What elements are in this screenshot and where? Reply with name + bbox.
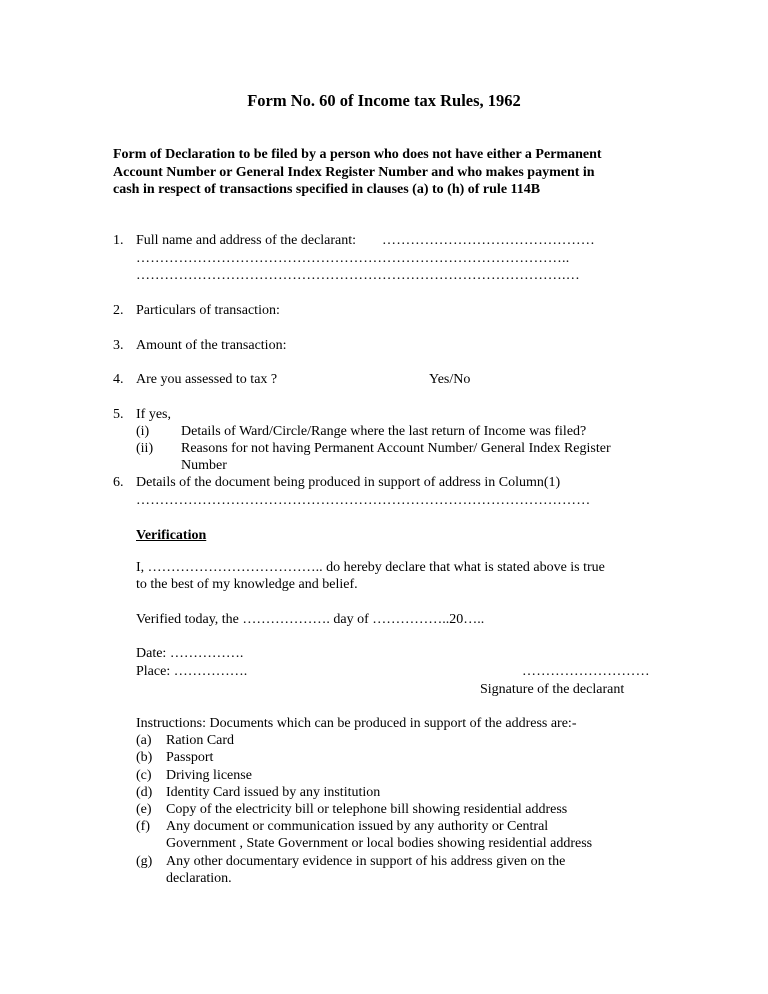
instruction-letter-c: (c) (136, 768, 152, 783)
form-title: Form No. 60 of Income tax Rules, 1962 (247, 91, 521, 110)
instruction-text-e: Copy of the electricity bill or telephone bill showing residential address (166, 802, 568, 817)
verification-heading: Verification (136, 528, 207, 543)
instruction-letter-d: (d) (136, 785, 153, 800)
instruction-text-f-line-2: Government , State Government or local bodies showing residential address (166, 836, 593, 851)
item-1-dots-2: ……………………………………………………………………………….. (136, 251, 570, 266)
signature-label: Signature of the declarant (480, 682, 625, 697)
instruction-text-f-line-1: Any document or communication issued by any authority or Central (166, 819, 549, 834)
item-5-label: If yes, (136, 407, 171, 422)
item-4-number: 4. (113, 372, 124, 387)
item-5-sub-ii-number: (ii) (136, 441, 154, 456)
item-5-number: 5. (113, 407, 124, 422)
instruction-text-g-line-1: Any other documentary evidence in support of his address given on the (166, 854, 566, 869)
instruction-letter-b: (b) (136, 750, 153, 765)
verification-line-1: I, ……………………………….. do hereby declare that what is stated above is true (136, 560, 605, 575)
item-3-number: 3. (113, 338, 124, 353)
instruction-text-a: Ration Card (166, 733, 235, 748)
item-6-label: Details of the document being produced in support of address in Column(1) (136, 475, 561, 490)
item-2-label: Particulars of transaction: (136, 303, 280, 318)
place-line: Place: ……………. (136, 664, 248, 679)
item-5-sub-ii-line-2: Number (181, 458, 227, 473)
signature-dots: ……………………… (522, 664, 650, 679)
instruction-text-g-line-2: declaration. (166, 871, 232, 886)
item-1-number: 1. (113, 233, 124, 248)
instruction-letter-a: (a) (136, 733, 152, 748)
instruction-letter-f: (f) (136, 819, 150, 834)
verification-line-2: to the best of my knowledge and belief. (136, 577, 358, 592)
item-6-number: 6. (113, 475, 124, 490)
date-line: Date: ……………. (136, 646, 244, 661)
item-4-label: Are you assessed to tax ? (136, 372, 278, 387)
instruction-letter-g: (g) (136, 854, 153, 869)
item-6-dots: …………………………………………………………………………………… (136, 493, 591, 508)
item-1-label: Full name and address of the declarant: (136, 233, 357, 248)
item-1-dots-3: ……………………………………………………………………………….… (136, 268, 580, 283)
instruction-text-c: Driving license (166, 768, 252, 783)
item-2-number: 2. (113, 303, 124, 318)
item-1-dots-1: ……………………………………… (382, 233, 595, 248)
instruction-text-b: Passport (166, 750, 214, 765)
item-5-sub-ii-line-1: Reasons for not having Permanent Account Number/ General Index Register (181, 441, 611, 456)
item-3-label: Amount of the transaction: (136, 338, 287, 353)
item-4-answer: Yes/No (429, 372, 471, 387)
item-5-sub-i-number: (i) (136, 424, 150, 439)
form-intro (113, 146, 673, 199)
instruction-letter-e: (e) (136, 802, 152, 817)
intro-line-3: cash in respect of transactions specified in clauses (a) to (h) of rule 114B (113, 182, 541, 197)
instruction-text-d: Identity Card issued by any institution (166, 785, 381, 800)
item-5-sub-i-text: Details of Ward/Circle/Range where the last return of Income was filed? (181, 424, 587, 439)
instructions-heading: Instructions: Documents which can be produced in support of the address are:- (136, 716, 577, 731)
intro-line-2: Account Number or General Index Register Number and who makes payment in (113, 164, 595, 180)
intro-line-1: Form of Declaration to be filed by a person who does not have either a Permanent (113, 147, 602, 162)
verified-today-line: Verified today, the ………………. day of ……………..20….. (136, 612, 485, 627)
